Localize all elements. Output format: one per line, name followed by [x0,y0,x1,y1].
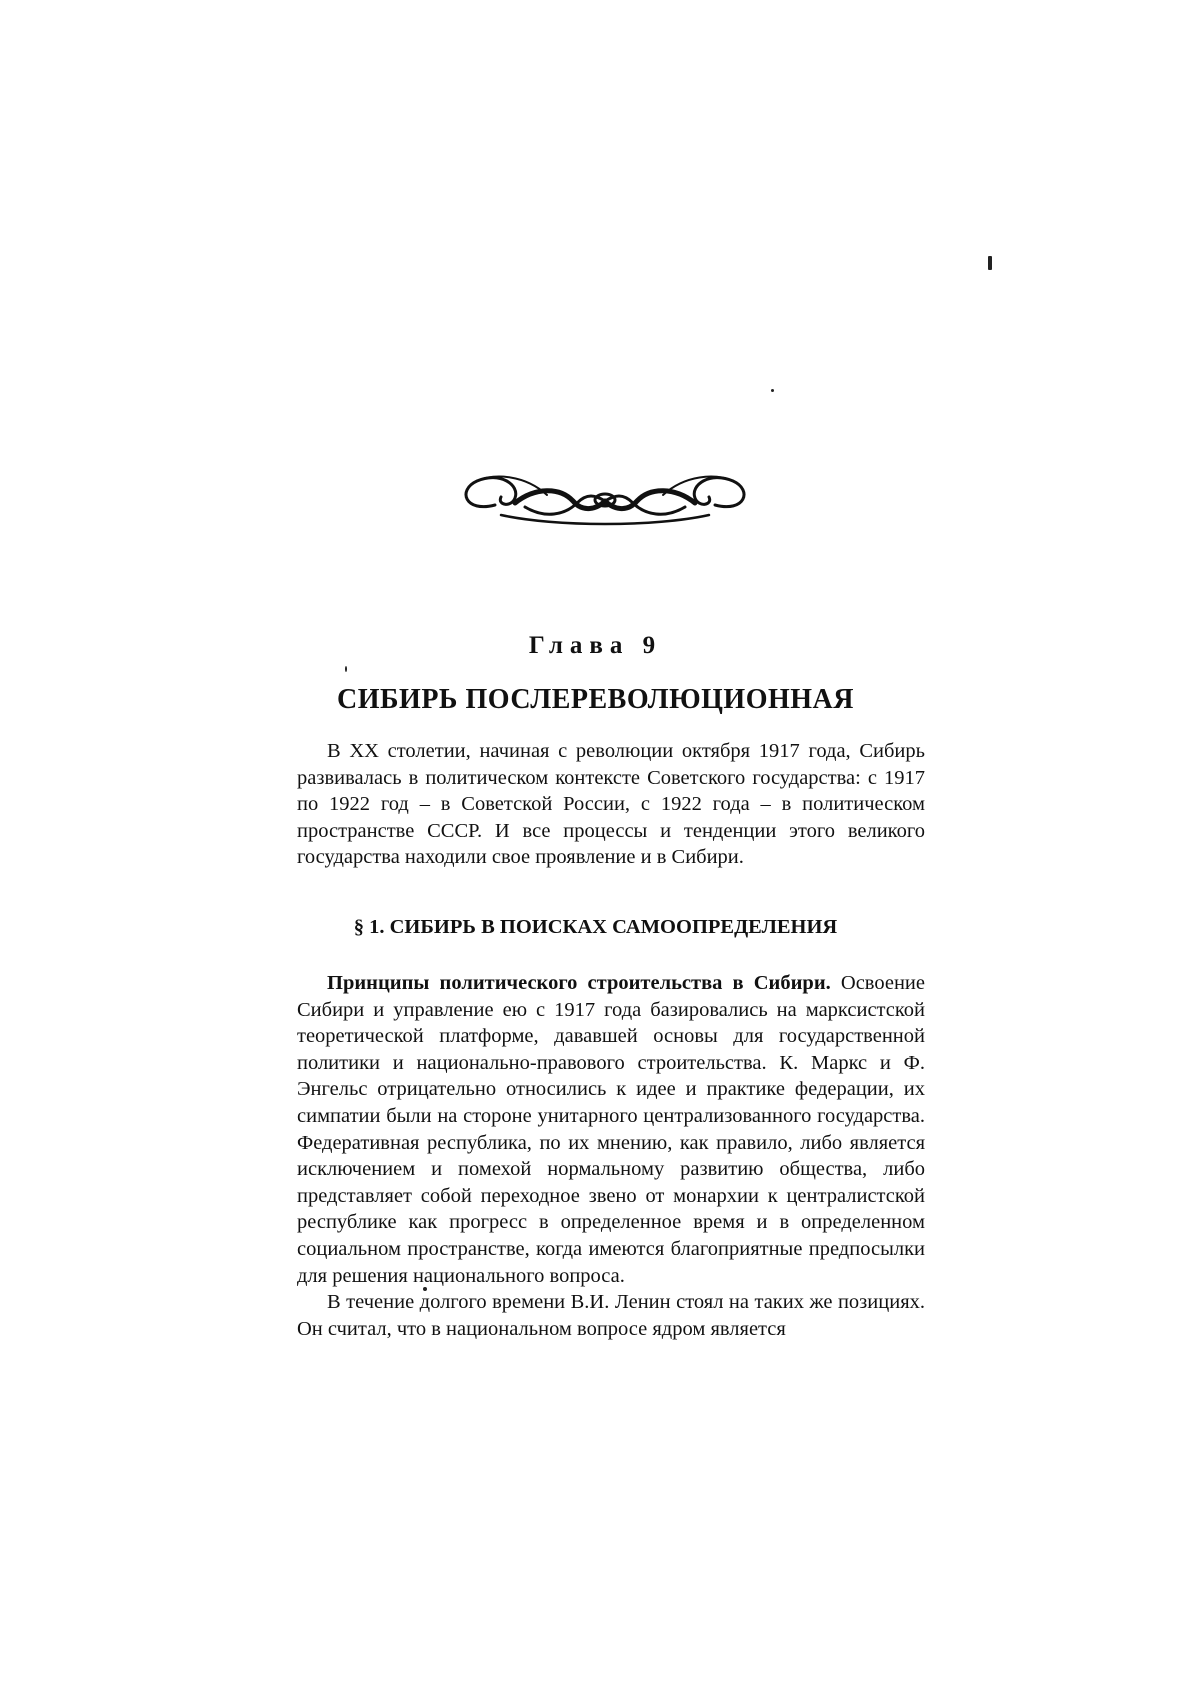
chapter-title: СИБИРЬ ПОСЛЕРЕВОЛЮЦИОННАЯ [337,684,854,715]
paragraph-2-text: В течение долгого времени В.И. Ленин стоял на таких же позициях. Он считал, что в национальном вопросе ядром является [297,1291,925,1340]
section-body [297,970,925,1342]
paragraph-1-lead: Принципы политического строительства в Сибири. [327,972,831,994]
paragraph-2 [297,1289,925,1342]
paragraph-1-text: Освоение Сибири и управление ею с 1917 года базировались на марксистской теоретической платформе, дававшей основы для государственной политики и национально-правового строительства. К. Маркс и Ф. Энгельс отрицательно относились к идее и практике федерации, их симпатии были на стороне унитарного централизованного государства. Федеративная республика, по их мнению, как правило, либо является исключением и помехой нормальному развитию общества, либо представляет собой переходное звено от монархии к централистской республике как прогресс в определенное время и в определенном социальном пространстве, когда имеются благоприятные предпосылки для решения национального вопроса. [297,972,925,1287]
section-title: § 1. СИБИРЬ В ПОИСКАХ САМООПРЕДЕЛЕНИЯ [353,916,838,938]
chapter-label: Глава 9 [528,632,663,659]
scan-speck [771,389,774,392]
intro-paragraph: В XX столетии, начиная с революции октября 1917 года, Сибирь развивалась в политическом контексте Советского государства: с 1917 по 1922 год – в Советской России, с 1922 года – в политическом пространстве СССР. И все процессы и тенденции этого великого государства находили свое проявление и в Сибири. [297,740,925,869]
scan-speck [345,666,347,672]
intro-paragraph-block [297,738,925,871]
scan-speck [423,1287,427,1291]
scan-speck [988,256,992,270]
ornament-flourish-icon [455,465,755,535]
paragraph-1 [297,970,925,1289]
